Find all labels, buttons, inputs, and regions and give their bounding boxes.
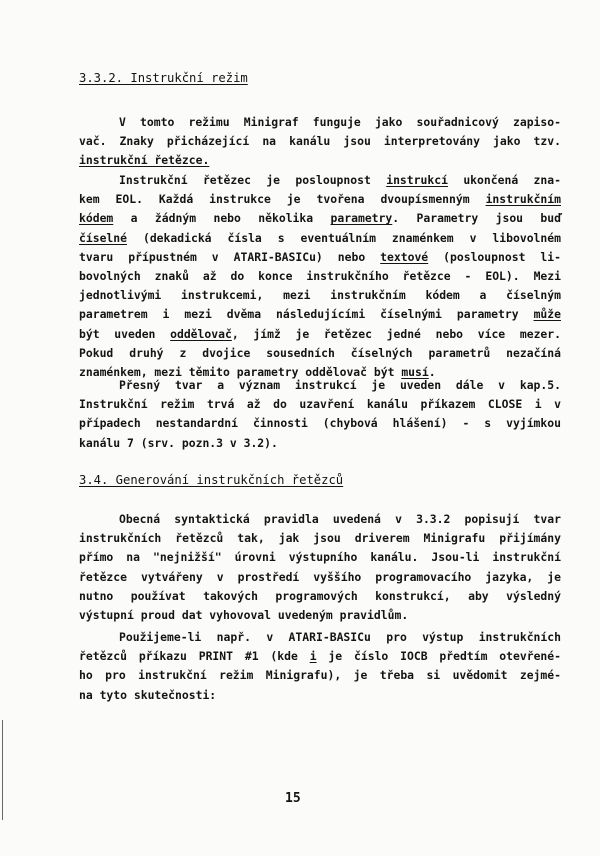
text-line [79, 248, 561, 267]
text-line: na tyto skutečnosti: [79, 687, 217, 702]
text-line: Přesný tvar a význam instrukcí je uveden dále v kap.5. [119, 378, 561, 392]
text-run: Instrukční řetězec je posloupnost [119, 173, 387, 187]
text-line [79, 209, 561, 228]
paragraph-syntax [79, 510, 561, 625]
term-instrukcni-retezce: instrukční řetězce. [79, 153, 210, 168]
text-run: tvaru přípustném v ATARI-BASICu) nebo [79, 249, 381, 264]
term-muze: může [533, 307, 561, 322]
text-run: být uveden [79, 326, 171, 341]
term-i: i [309, 649, 317, 664]
paragraph-intro [79, 113, 561, 171]
paragraph-reference [79, 376, 561, 453]
term-ciselne: číselné [79, 230, 128, 245]
term-textove: textové [380, 249, 429, 264]
text-run: . Parametry jsou buď [392, 211, 562, 226]
text-line [79, 325, 561, 344]
term-parametry: parametry [330, 211, 393, 226]
term-oddelovac: oddělovač [170, 326, 232, 341]
text-line: jednotlivými instrukcemi, mezi instrukčním kódem a číselným [79, 288, 561, 303]
text-line: Pokud druhý z dvojice sousedních číselných parametrů nezačíná [79, 345, 561, 360]
section-heading-3-3-2: 3.3.2. Instrukční režim [79, 71, 248, 85]
text-run: znaménkem, mezi těmito parametry oddělovač být [79, 364, 402, 379]
text-line [79, 171, 561, 190]
text-line: případech nestandardní činnosti (chybová hlášení) - s vyjímkou [79, 416, 561, 431]
text-line: ho pro instrukční režim Minigrafu), je třeba si uvědomit zejmé- [79, 668, 561, 683]
text-run: ukončená zna- [447, 173, 561, 187]
text-run: a žádným nebo několika [113, 211, 331, 226]
paragraph-basic-print [79, 628, 561, 705]
text-line: vač. Znaky přicházející na kanálu jsou interpretovány jako tzv. [79, 134, 561, 149]
term-kodem: kódem [79, 211, 114, 226]
text-line [79, 647, 561, 666]
text-line: Instrukční režim trvá až do uzavření kanálu příkazem CLOSE i v [79, 397, 561, 412]
text-run: je číslo IOCB předtím otevřené- [316, 649, 562, 664]
text-line [79, 229, 561, 248]
text-line: kanálu 7 (srv. pozn.3 v 3.2). [79, 435, 278, 450]
text-run: , jímž je řetězec jedné nebo více mezer. [231, 326, 561, 341]
paragraph-definition [79, 171, 561, 382]
term-instrukcnim: instrukčním [485, 192, 561, 207]
text-line: Obecná syntaktická pravidla uvedená v 3.3.2 popisují tvar [119, 512, 561, 526]
text-line: nutno používat takových programových konstrukcí, aby výsledný [79, 588, 561, 603]
text-line: přímo na "nejnižší" úrovni výstupního kanálu. Jsou-li instrukční [79, 550, 561, 565]
text-line: řetězce vytvářeny v prostředí vyššího programovacího jazyka, je [79, 569, 561, 584]
text-line: bovolných znaků až do konce instrukčního řetězce - EOL). Mezi [79, 268, 561, 283]
term-instrukci: instrukcí [386, 173, 448, 187]
text-line: V tomto režimu Minigraf funguje jako souřadnicový zapiso- [119, 115, 561, 129]
scan-margin-line [2, 720, 3, 820]
text-line [79, 305, 561, 324]
text-line: instrukčních řetězců tak, jak jsou driverem Minigrafu přijímány [79, 531, 561, 546]
text-line [79, 190, 561, 209]
text-run: kem EOL. Každá instrukce je tvořena dvoupísmenným [79, 192, 486, 207]
text-run: (posloupnost li- [428, 249, 561, 264]
text-line: výstupní proud dat vyhovoval uvedeným pravidlům. [79, 607, 409, 622]
text-run: (dekadická čísla s eventuálním znaménkem v libovolném [127, 230, 561, 245]
text-run: . [428, 364, 436, 379]
term-musi: musí [401, 364, 429, 379]
text-run: řetězců příkazu PRINT #1 (kde [79, 649, 310, 664]
section-heading-3-4: 3.4. Generování instrukčních řetězců [79, 473, 344, 487]
text-line [79, 151, 561, 170]
text-run: parametrem i mezi dvěma následujícími číselnými parametry [79, 307, 534, 322]
page-number: 15 [285, 791, 301, 806]
text-line: Použijeme-li např. v ATARI-BASICu pro výstup instrukčních [119, 630, 561, 644]
